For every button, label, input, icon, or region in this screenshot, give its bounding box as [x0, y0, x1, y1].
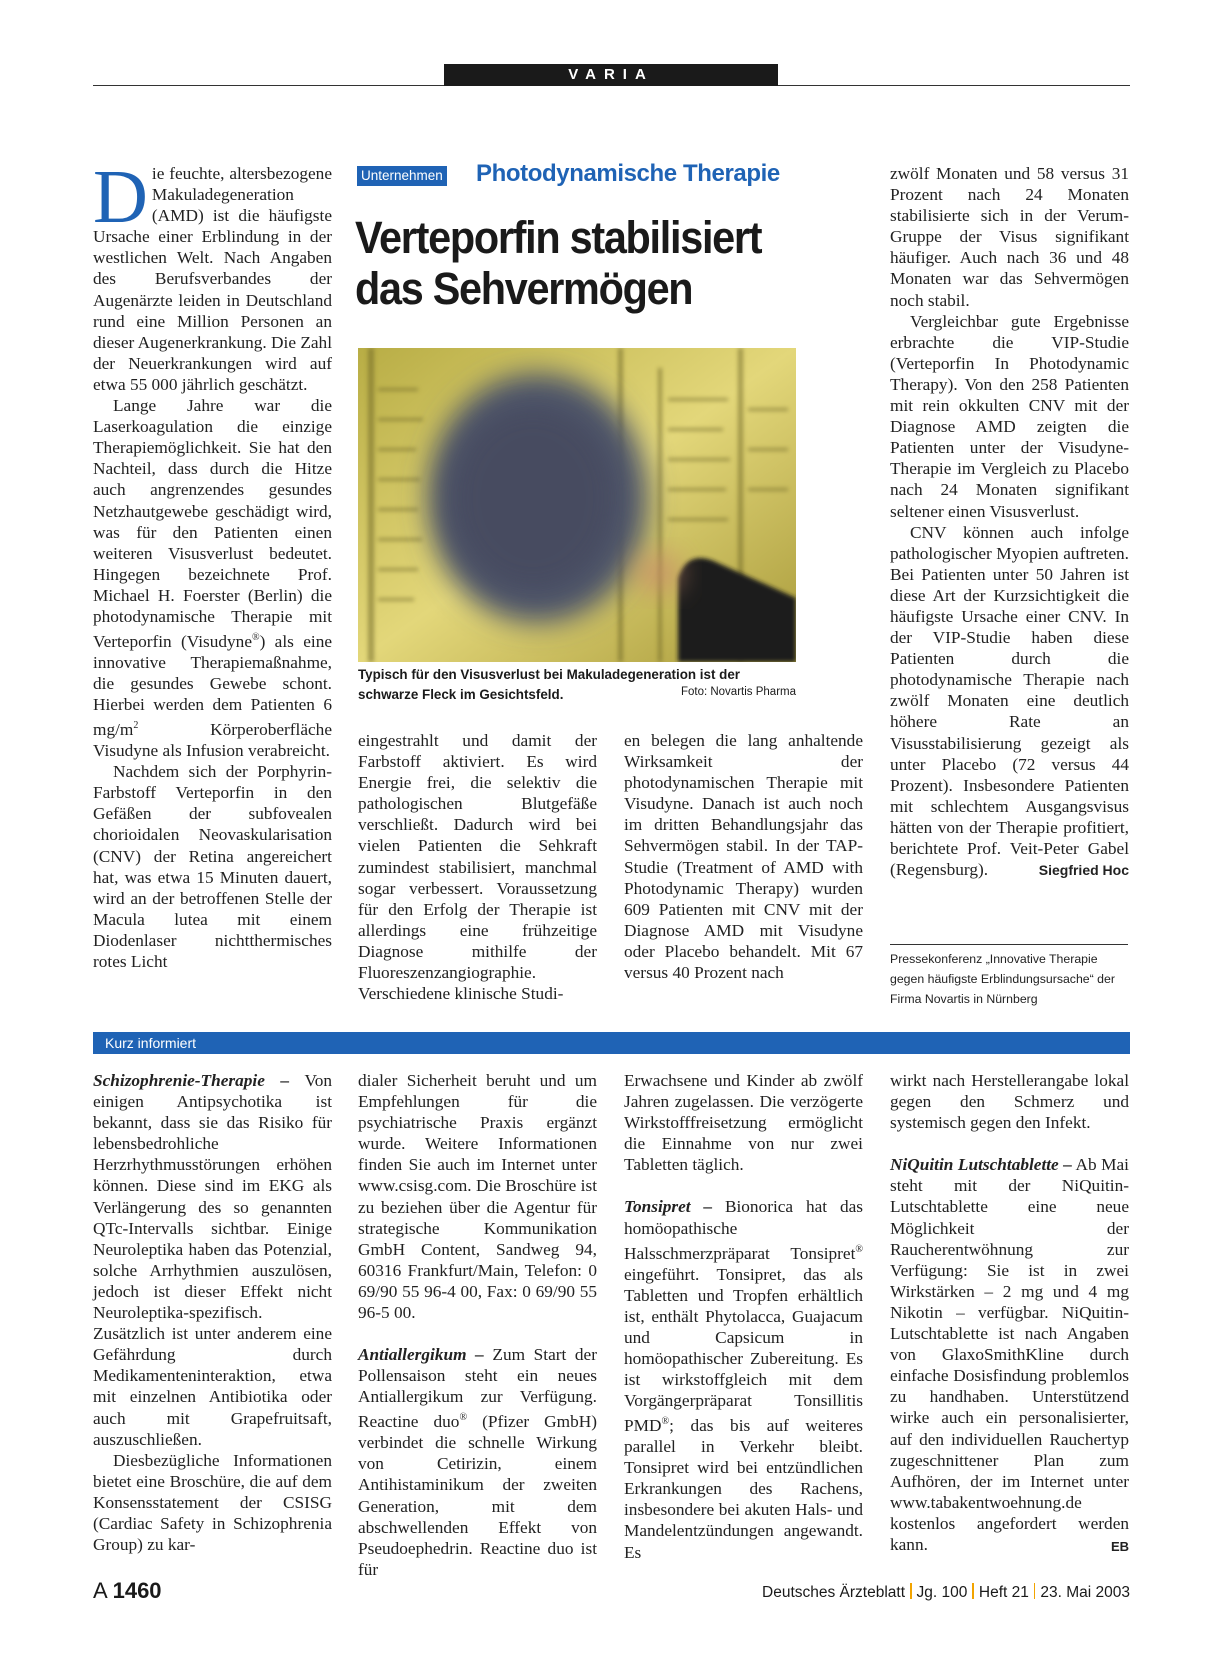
- kurz-paragraph: dialer Sicherheit beruht und um Empfehlungen für die psychiatrische Praxis ergänzt wurde. Weitere Informationen finden Sie auch im Internet unter www.csisg.com. Die Broschüre ist zu beziehen über die Agentur für strategische Kommunikation GmbH Content, Sandweg 94, 60316 Frankfurt/Main, Telefon: 0 69/90 55 96-4 00, Fax: 0 69/90 55 96-5 00.: [358, 1071, 597, 1323]
- kurz-paragraph: wirkt nach Herstellerangabe lokal gegen den Schmerz und systemisch gegen den Infekt.: [890, 1071, 1129, 1133]
- drop-cap: D: [93, 155, 148, 239]
- article-headline: Verteporfin stabilisiert das Sehvermögen: [355, 212, 762, 314]
- section-label: VARIA: [444, 64, 778, 86]
- author-signature: Siegfried Hoc: [1038, 862, 1129, 879]
- journal-name: Deutsches Ärzteblatt: [762, 1584, 906, 1601]
- article-paragraph-6: CNV können auch infolge pathologischer Myopien auftreten. Bei Patienten unter 50 Jahren ist diese Art der Kurzsichtigkeit die häufigste Ursache einer CNV. In der VIP-Studie haben diese Patienten durch die photodynamische Therapie nach zwölf Monaten eine deutlich höhere Rate an Visusstabilisierung gezeigt als unter Placebo (72 versus 44 Prozent). Insbesondere Patienten mit schlechtem Ausgangsvisus hätten von der Therapie profitiert, berichtete Prof. Veit-Peter Gabel (Regensburg). Siegfried Hoc: [890, 522, 1129, 881]
- kurz-informiert-bar: [93, 1032, 1130, 1054]
- photo-caption: Typisch für den Visusverlust bei Makuladegeneration ist der schwarze Fleck im Gesichtsfeld. Foto: Novartis Pharma: [358, 667, 796, 702]
- article-paragraph-5: Vergleichbar gute Ergebnisse erbrachte die VIP-Studie (Verteporfin In Photodynamic Therapy). Von den 258 Patienten mit rein okkulten CNV mit der Diagnose AMD zeigten die Patienten unter der Visudyne-Therapie im Vergleich zu Placebo nach 24 Monaten signifikant seltener einen Visusverlust.: [890, 311, 1129, 521]
- photo-credit: Foto: Novartis Pharma: [680, 685, 796, 698]
- macular-degeneration-photo: [358, 348, 796, 662]
- kurz-item-niquitin: NiQuitin Lutschtablette – Ab Mai steht mit der NiQuitin-Lutschtablette eine neue Möglichkeit der Raucherentwöhnung zur Verfügung: Sie ist in zwei Wirkstärken – 2 mg und 4 mg Nikotin – verfügbar. NiQuitin-Lutschtablette ist nach Angaben von GlaxoSmithKline durch einfache Dosisfindung problemlos zu handhaben. Unterstützend wirke auch ein personalisierter, auf den individuellen Rauchertyp zugeschnittener Plan zum Aufhören, der im Internet unter www.tabakentwoehnung.de kostenlos angefordert werden kann. EB: [890, 1154, 1129, 1555]
- kurz-paragraph: Diesbezügliche Informationen bietet eine Broschüre, die auf dem Konsensstatement der CSISG (Cardiac Safety in Schizophrenia Group) zu kar-: [93, 1450, 332, 1555]
- source-rule: [890, 944, 1128, 945]
- kurz-item-schizophrenie: Schizophrenie-Therapie – Von einigen Antipsychotika ist bekannt, dass sie das Risiko für lebensbedrohliche Herzrhythmusstörungen erhöhen können. Diese sind im EKG als Verlängerung des so genannten QTc-Intervalls sichtbar. Einige Neuroleptika haben das Potenzial, solche Arrhythmien auszulösen, jedoch ist dieser Effekt nicht Neuroleptika-spezifisch. Zusätzlich ist unter anderem eine Gefährdung durch Medikamenteninteraktion, etwa mit einzelnen Antibiotika oder auch mit Grapefruitsaft, auszuschließen.: [93, 1071, 332, 1449]
- source-note: Pressekonferenz „Innovative Therapie gegen häufigste Erblindungsursache“ der Firma Novartis in Nürnberg: [890, 952, 1115, 1006]
- editor-signature: EB: [1110, 1538, 1129, 1554]
- journal-volume: Jg. 100: [916, 1584, 968, 1601]
- footer-separator: [972, 1583, 974, 1599]
- journal-info: [762, 1583, 1130, 1602]
- kurz-item-tonsipret: Tonsipret – Bionorica hat das homöopathische Halsschmerzpräparat Tonsipret® eingeführt. Tonsipret, das als Tabletten und Tropfen erhältlich ist, enthält Phytolacca, Guajacum und Capsicum in homöopathischer Zubereitung. Es ist wirkstoffgleich mit dem Vorgängerpräparat Tonsillitis PMD®; das bis auf weiteres parallel in Verkehr bleibt. Tonsipret wird bei entzündlichen Erkrankungen des Rachens, insbesondere bei akuten Hals- und Mandelentzündungen angewandt. Es: [624, 1197, 863, 1562]
- kurz-column-4: [890, 1070, 1129, 1557]
- article-paragraph-1: Die feuchte, altersbezogene Makuladegeneration (AMD) ist die häufigste Ursache einer Erblindung in der westlichen Welt. Nach Angaben des Berufsverbandes der Augenärzte leiden in Deutschland rund eine Million Personen an dieser Augenerkrankung. Die Zahl der Neuerkrankungen wird auf etwa 55 000 jährlich geschätzt.: [93, 155, 332, 394]
- kurz-column-1: [93, 1070, 332, 1555]
- kurz-column-2: [358, 1070, 597, 1580]
- kurz-item-antiallergikum: Antiallergikum – Zum Start der Pollensaison steht ein neues Antiallergikum zur Verfügung. Reactine duo® (Pfizer GmbH) verbindet die schnelle Wirkung von Cetirizin, einem Antihistaminikum der zweiten Generation, mit dem abschwellenden Effekt von Pseudoephedrin. Reactine duo ist für: [358, 1345, 597, 1579]
- footer-separator: [1034, 1583, 1036, 1599]
- kurz-paragraph: Erwachsene und Kinder ab zwölf Jahren zugelassen. Die verzögerte Wirkstofffreisetzung ermöglicht die Einnahme von nur zwei Tabletten täglich.: [624, 1071, 863, 1175]
- kurz-informiert-label: Kurz informiert: [105, 1035, 197, 1051]
- category-tag: Unternehmen: [357, 166, 447, 186]
- article-paragraph-2: Lange Jahre war die Laserkoagulation die einzige Therapiemöglichkeit. Sie hat den Nachteil, dass durch die Hitze auch angrenzendes gesundes Netzhautgewebe geschädigt wird, was für den Patienten einen weiteren Visusverlust bedeutet. Hingegen bezeichnete Prof. Michael H. Foerster (Berlin) die photodynamische Therapie mit Verteporfin (Visudyne®) als eine innovative Therapiemaßnahme, die gesundes Gewebe schont. Hierbei werden dem Patienten 6 $mg/m^2$ Körperoberfläche Visudyne als Infusion verabreicht.: [93, 396, 332, 761]
- page-number: A 1460: [93, 1578, 162, 1603]
- article-column-3: en belegen die lang anhaltende Wirksamkeit der photodynamischen Therapie mit Visudyne. Danach ist auch noch im dritten Behandlungsjahr das Sehvermögen stabil. In der TAP-Studie (Treatment of AMD with Photodynamic Therapy) wurden 609 Patienten mit CNV mit der Diagnose AMD mit Visudyne oder Placebo behandelt. Mit 67 versus 40 Prozent nach: [624, 731, 863, 983]
- footer-separator: [910, 1583, 912, 1599]
- photo-illustration: [358, 348, 796, 662]
- journal-issue: Heft 21: [978, 1584, 1029, 1601]
- article-paragraph-3: Nachdem sich der Porphyrin-Farbstoff Verteporfin in den Gefäßen der subfovealen chorioidalen Neovaskularisation (CNV) der Retina angereichert hat, was etwa 15 Minuten dauert, wird an der betroffenen Stelle der Macula lutea mit einem Diodenlaser nichtthermisches rotes Licht: [93, 762, 332, 971]
- journal-date: 23. Mai 2003: [1040, 1584, 1130, 1601]
- article-column-1: [93, 155, 332, 972]
- article-column-4: [890, 163, 1129, 881]
- article-paragraph-4: zwölf Monaten und 58 versus 31 Prozent nach 24 Monaten stabilisierte sich in der Verum-Gruppe der Visus signifikant häufiger. Auch nach 36 und 48 Monaten war das Sehvermögen noch stabil.: [890, 164, 1129, 310]
- article-column-2: eingestrahlt und damit der Farbstoff aktiviert. Es wird Energie frei, die selektiv die pathologischen Blutgefäße verschließt. Dadurch wird bei vielen Patienten die Sehkraft zumindest stabilisiert, manchmal sogar verbessert. Voraussetzung für den Erfolg der Therapie ist allerdings eine frühzeitige Diagnose mithilfe der Fluoreszenzangiographie. Verschiedene klinische Studi-: [358, 731, 597, 1004]
- article-kicker: Photodynamische Therapie: [476, 160, 780, 187]
- kurz-column-3: [624, 1070, 863, 1563]
